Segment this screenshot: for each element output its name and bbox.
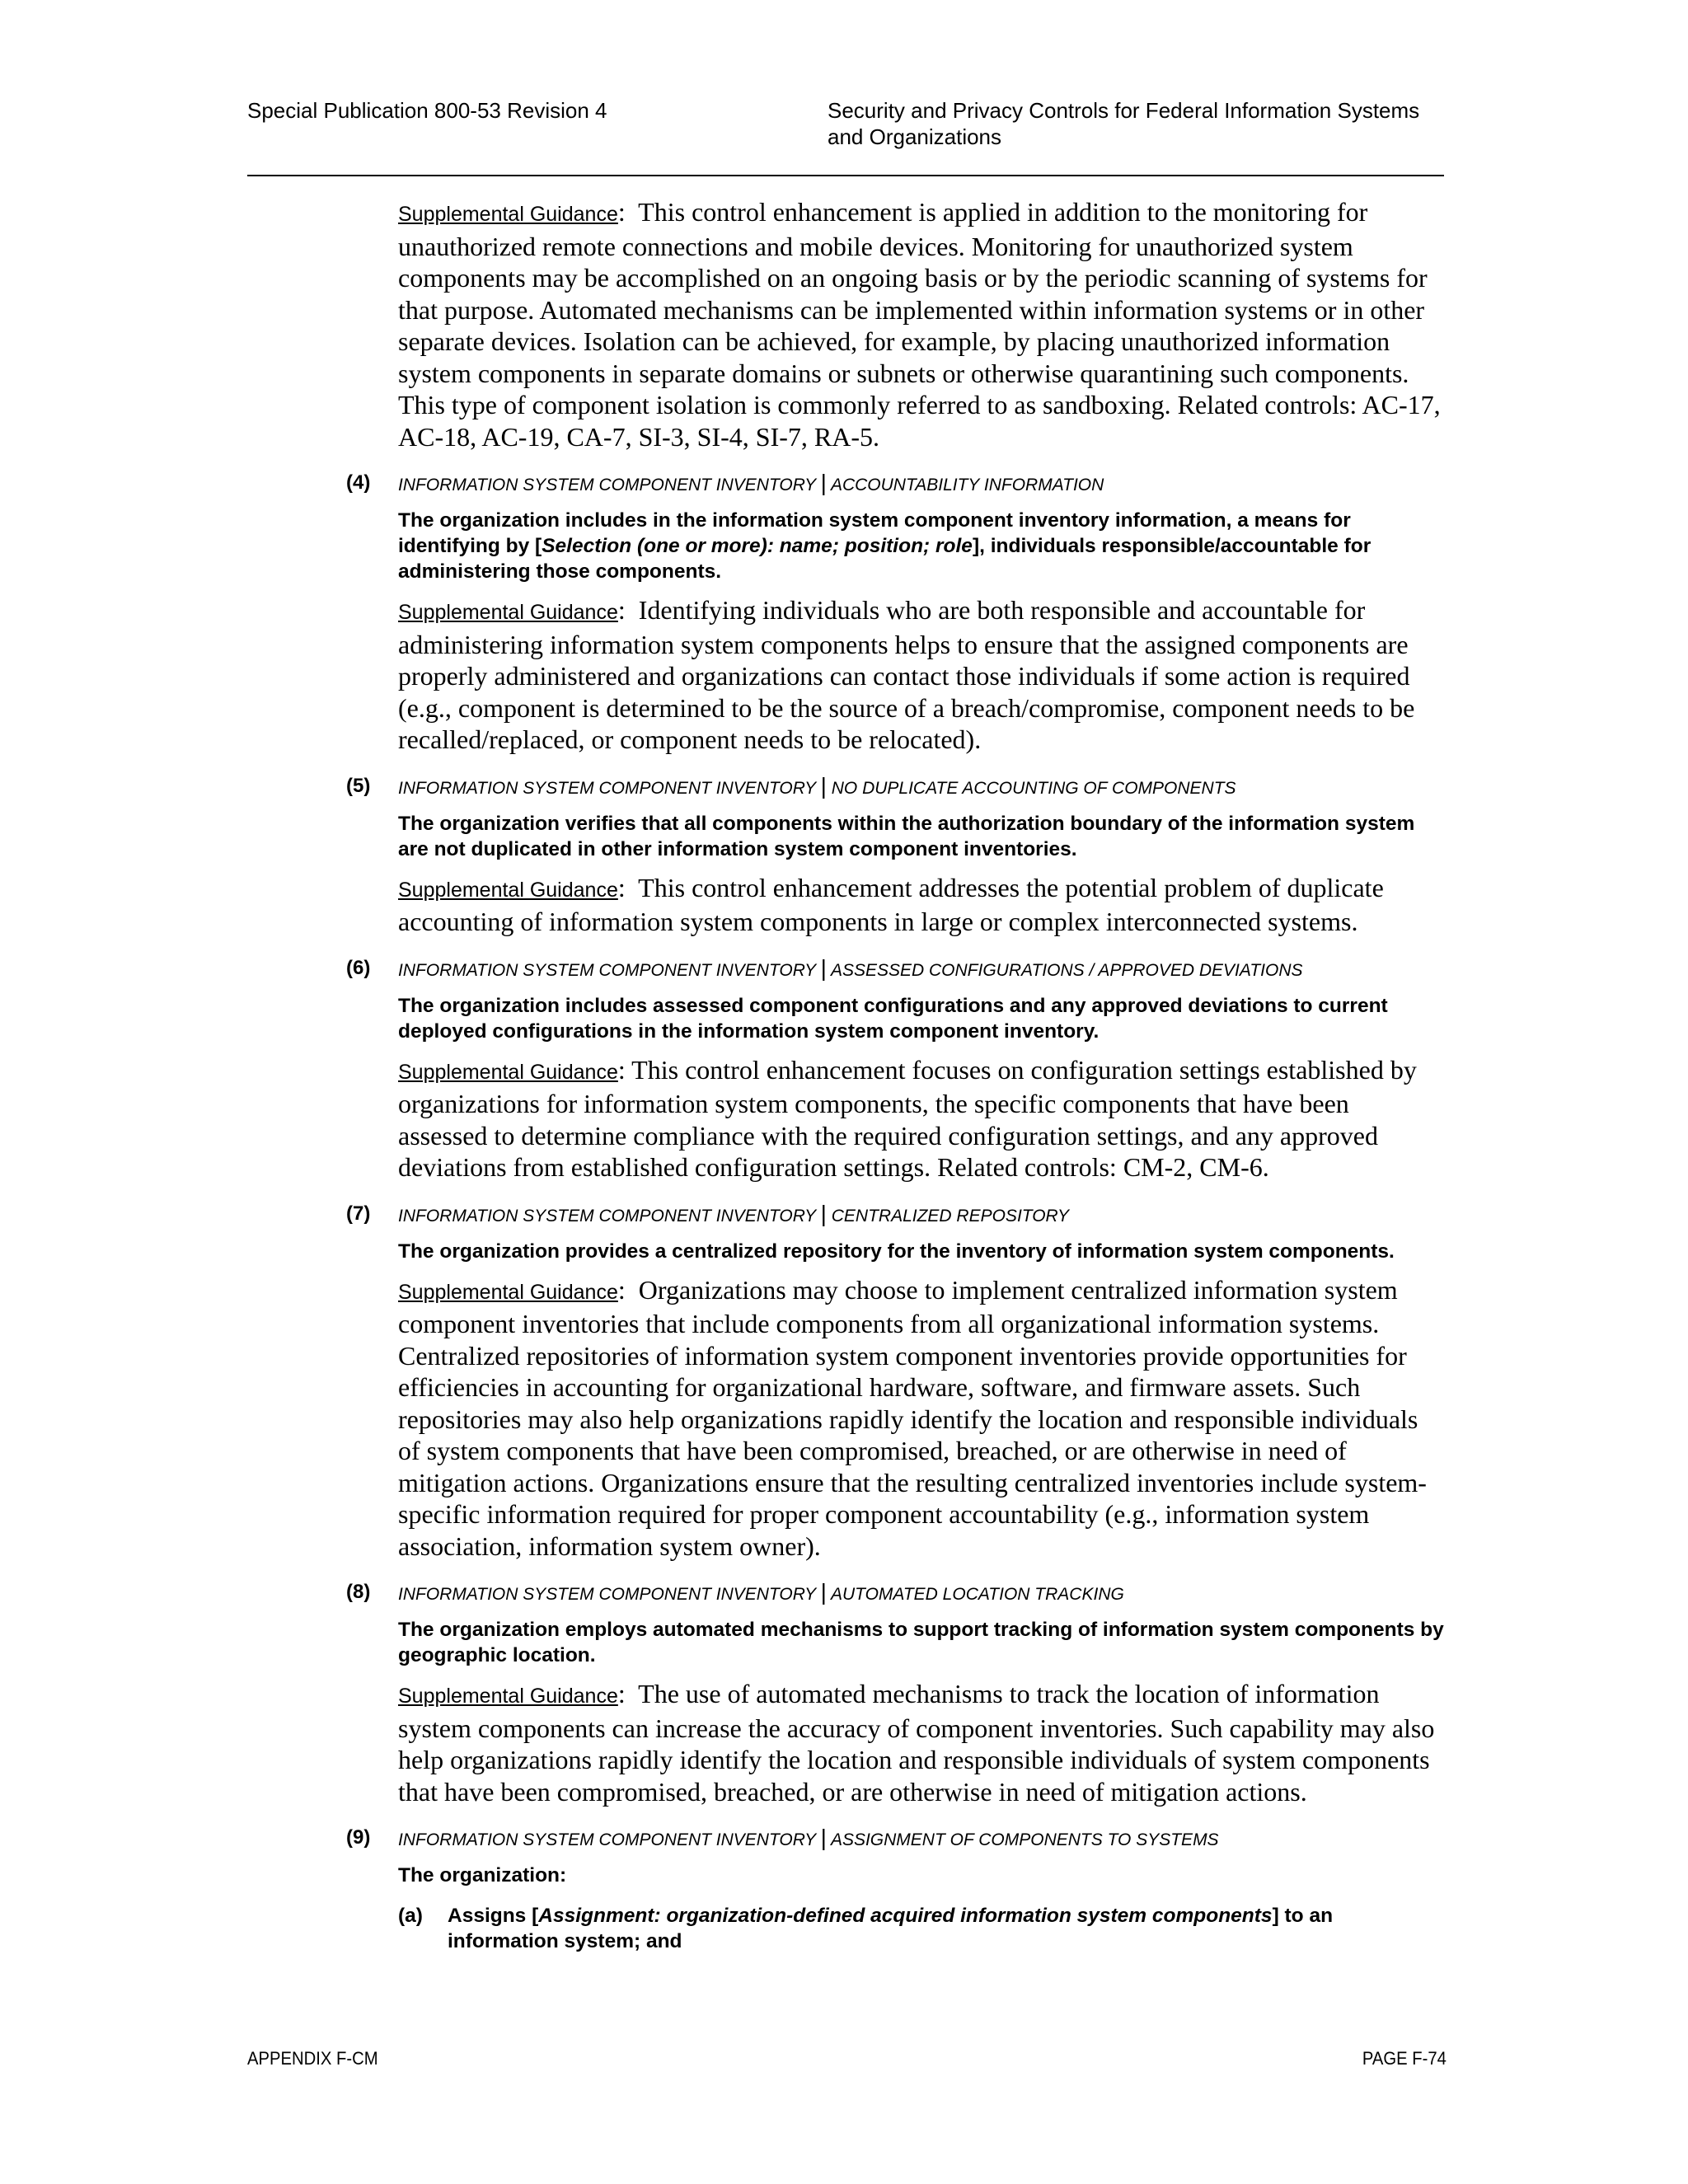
sub-item-text-start: Assigns [ <box>448 1905 539 1927</box>
enhancement-title-name: NO DUPLICATE ACCOUNTING OF COMPONENTS <box>831 778 1236 798</box>
supplemental-guidance-text: Identifying individuals who are both responsible and accountable for administering information system components helps to ensure that the assigned components are properly administered and organizations can contact those individuals if some action is required (e.g., component is determined to be the source of a breach/compromise, component needs to be recalled/replaced, or component needs to be relocated). <box>398 595 1415 754</box>
enhancement-statement <box>398 508 1447 584</box>
supplemental-guidance-label: Supplemental Guidance <box>398 1060 618 1084</box>
enhancement-title-control: INFORMATION SYSTEM COMPONENT INVENTORY <box>398 778 816 798</box>
enhancement-statement: The organization provides a centralized repository for the inventory of information system components. <box>398 1240 1395 1263</box>
header-divider <box>247 175 1444 176</box>
supplemental-guidance-label: Supplemental Guidance <box>398 878 618 902</box>
footer-appendix: APPENDIX F-CM <box>247 2048 378 2069</box>
sub-item-letter: (a) <box>398 1905 423 1927</box>
supplemental-guidance-label: Supplemental Guidance <box>398 1280 618 1304</box>
control-enhancement-7 <box>0 1202 1688 1563</box>
supplemental-guidance-text: This control enhancement addresses the potential problem of duplicate accounting of information system components in large or complex interconnected systems. <box>398 872 1384 936</box>
statement-text-end: ], individuals responsible/accountable for administering those components. <box>398 535 1372 583</box>
supplemental-guidance-text: This control enhancement focuses on configuration settings established by organizations for information system components, the specific components that have been assessed to determine compliance with the required configuration settings, and any approved deviations from established configuration settings. Related controls: CM-2, CM-6. <box>398 1054 1417 1182</box>
enhancement-title-control: INFORMATION SYSTEM COMPONENT INVENTORY <box>398 1206 816 1226</box>
supplemental-guidance-label: Supplemental Guidance <box>398 1685 618 1708</box>
enhancement-supplemental-guidance: Supplemental Guidance: This control enhancement addresses the potential problem of duplicate accounting of information system components in large or complex interconnected systems. <box>398 872 1384 936</box>
enhancement-title-control: INFORMATION SYSTEM COMPONENT INVENTORY <box>398 1585 816 1604</box>
enhancement-supplemental-guidance: Supplemental Guidance: The use of automated mechanisms to track the location of information system components can increase the accuracy of component inventories. Such capability may also help organizations rapidly identify the location and responsible individuals of system components that have been compromised, breached, or are otherwise in need of mitigation actions. <box>398 1679 1435 1807</box>
supplemental-guidance-label: Supplemental Guidance <box>398 601 618 624</box>
enhancement-supplemental-guidance: Supplemental Guidance: Identifying individuals who are both responsible and accountable for administering information system components helps to ensure that the assigned components are properly administered and organizations can contact those individuals if some action is required (e.g., component is determined to be the source of a breach/compromise, component needs to be recalled/replaced, or component needs to be relocated). <box>398 595 1415 754</box>
supplemental-guidance-text: This control enhancement is applied in addition to the monitoring for unauthorized remote connections and mobile devices. Monitoring for unauthorized system components may be accomplished on an ongoing basis or by the periodic scanning of systems for that purpose. Automated mechanisms can be implemented within information systems or in other separate devices. Isolation can be achieved, for example, by placing unauthorized information system components in separate domains or subnets or otherwise quarantining such components. This type of component isolation is commonly referred to as sandboxing. Related controls: AC-17, AC-18, AC-19, CA-7, SI-3, SI-4, SI-7, RA-5. <box>398 197 1441 452</box>
enhancement-title-name: ASSESSED CONFIGURATIONS / APPROVED DEVIATIONS <box>830 960 1303 980</box>
intro-supplemental-guidance: Supplemental Guidance: This control enhancement is applied in addition to the monitoring for unauthorized remote connections and mobile devices. Monitoring for unauthorized system components may be accomplished on an ongoing basis or by the periodic scanning of systems for that purpose. Automated mechanisms can be implemented within information systems or in other separate devices. Isolation can be achieved, for example, by placing unauthorized information system components in separate domains or subnets or otherwise quarantining such components. This type of component isolation is commonly referred to as sandboxing. Related controls: AC-17, AC-18, AC-19, CA-7, SI-3, SI-4, SI-7, RA-5. <box>398 197 1441 452</box>
enhancement-number: (8) <box>346 1581 371 1603</box>
statement-selection: Selection (one or more): name; position; role <box>542 535 973 557</box>
enhancement-number: (7) <box>346 1202 371 1225</box>
control-enhancement-5 <box>0 774 1688 938</box>
statement-text: The organization includes in the information system component inventory information, a means for identifying by [ <box>398 509 1351 557</box>
enhancement-title-control: INFORMATION SYSTEM COMPONENT INVENTORY <box>398 476 816 494</box>
enhancement-title-name: CENTRALIZED REPOSITORY <box>831 1206 1069 1226</box>
enhancement-supplemental-guidance: Supplemental Guidance: Organizations may choose to implement centralized information system component inventories that include components from all organizational information systems. Centralized repositories of information system component inventories provide opportunities for efficiencies in accounting for organizational hardware, software, and firmware assets. Such repositories may also help organizations rapidly identify the location and responsible individuals of system components that have been compromised, breached, or are otherwise in need of mitigation actions. Organizations ensure that the resulting centralized inventories include system-specific information required for proper component accountability (e.g., information system association, information system owner). <box>398 1274 1427 1561</box>
enhancement-sub-item-a <box>0 1903 1688 1954</box>
enhancement-statement: The organization employs automated mechanisms to support tracking of information system components by geographic location. <box>398 1619 1444 1666</box>
header-document-title-line2: and Organizations <box>828 124 1002 149</box>
enhancement-title: INFORMATION SYSTEM COMPONENT INVENTORY | ASSESSED CONFIGURATIONS / APPROVED DEVIATIONS <box>398 954 1303 981</box>
header-document-title <box>828 97 1454 150</box>
enhancement-title-name: ACCOUNTABILITY INFORMATION <box>830 476 1104 494</box>
enhancement-title-name: AUTOMATED LOCATION TRACKING <box>830 1585 1124 1604</box>
enhancement-number: (4) <box>346 471 371 494</box>
header-document-title-line1: Security and Privacy Controls for Federal Information Systems <box>828 98 1420 123</box>
control-enhancement-8 <box>0 1580 1688 1807</box>
enhancement-number: (6) <box>346 956 371 979</box>
supplemental-guidance-text: The use of automated mechanisms to track the location of information system components can increase the accuracy of component inventories. Such capability may also help organizations rapidly identify the location and responsible individuals of system components that have been compromised, breached, or are otherwise in need of mitigation actions. <box>398 1679 1435 1807</box>
enhancement-title-name: ASSIGNMENT OF COMPONENTS TO SYSTEMS <box>830 1830 1219 1849</box>
enhancement-statement: The organization: <box>398 1864 567 1886</box>
control-enhancement-9 <box>0 1825 1688 1954</box>
enhancement-title-control: INFORMATION SYSTEM COMPONENT INVENTORY <box>398 1830 816 1849</box>
enhancement-title: INFORMATION SYSTEM COMPONENT INVENTORY | AUTOMATED LOCATION TRACKING <box>398 1579 1124 1605</box>
footer-page-number: PAGE F-74 <box>1362 2048 1447 2069</box>
enhancement-statement: The organization verifies that all components within the authorization boundary of the information system are not duplicated in other information system component inventories. <box>398 812 1415 860</box>
control-enhancement-4 <box>0 471 1688 756</box>
supplemental-guidance-text: Organizations may choose to implement centralized information system component inventories that include components from all organizational information systems. Centralized repositories of information system component inventories provide opportunities for efficiencies in accounting for organizational hardware, software, and firmware assets. Such repositories may also help organizations rapidly identify the location and responsible individuals of system components that have been compromised, breached, or are otherwise in need of mitigation actions. Organizations ensure that the resulting centralized inventories include system-specific information required for proper component accountability (e.g., information system association, information system owner). <box>398 1274 1427 1561</box>
enhancement-title: INFORMATION SYSTEM COMPONENT INVENTORY | ASSIGNMENT OF COMPONENTS TO SYSTEMS <box>398 1825 1219 1850</box>
sub-item-text-end: ] to an information system; and <box>448 1905 1334 1952</box>
document-body <box>0 196 1688 1954</box>
enhancement-title: INFORMATION SYSTEM COMPONENT INVENTORY | CENTRALIZED REPOSITORY <box>398 1200 1069 1226</box>
header-publication-title: Special Publication 800-53 Revision 4 <box>247 98 607 123</box>
enhancement-title-control: INFORMATION SYSTEM COMPONENT INVENTORY <box>398 960 816 980</box>
enhancement-supplemental-guidance: Supplemental Guidance: This control enhancement focuses on configuration settings established by organizations for information system components, the specific components that have been assessed to determine compliance with the required configuration settings, and any approved deviations from established configuration settings. Related controls: CM-2, CM-6. <box>398 1054 1417 1182</box>
control-enhancement-6 <box>0 956 1688 1183</box>
enhancement-title: INFORMATION SYSTEM COMPONENT INVENTORY | NO DUPLICATE ACCOUNTING OF COMPONENTS <box>398 772 1236 799</box>
enhancement-number: (9) <box>346 1826 371 1849</box>
enhancement-statement: The organization includes assessed component configurations and any approved deviations to current deployed configurations in the information system component inventory. <box>398 994 1388 1043</box>
enhancement-number: (5) <box>346 774 371 797</box>
sub-item-text <box>448 1903 1447 1954</box>
enhancement-title: INFORMATION SYSTEM COMPONENT INVENTORY | ACCOUNTABILITY INFORMATION <box>398 470 1104 495</box>
sub-item-assignment: Assignment: organization-defined acquired information system components <box>538 1905 1273 1927</box>
supplemental-guidance-label: Supplemental Guidance <box>398 203 618 226</box>
